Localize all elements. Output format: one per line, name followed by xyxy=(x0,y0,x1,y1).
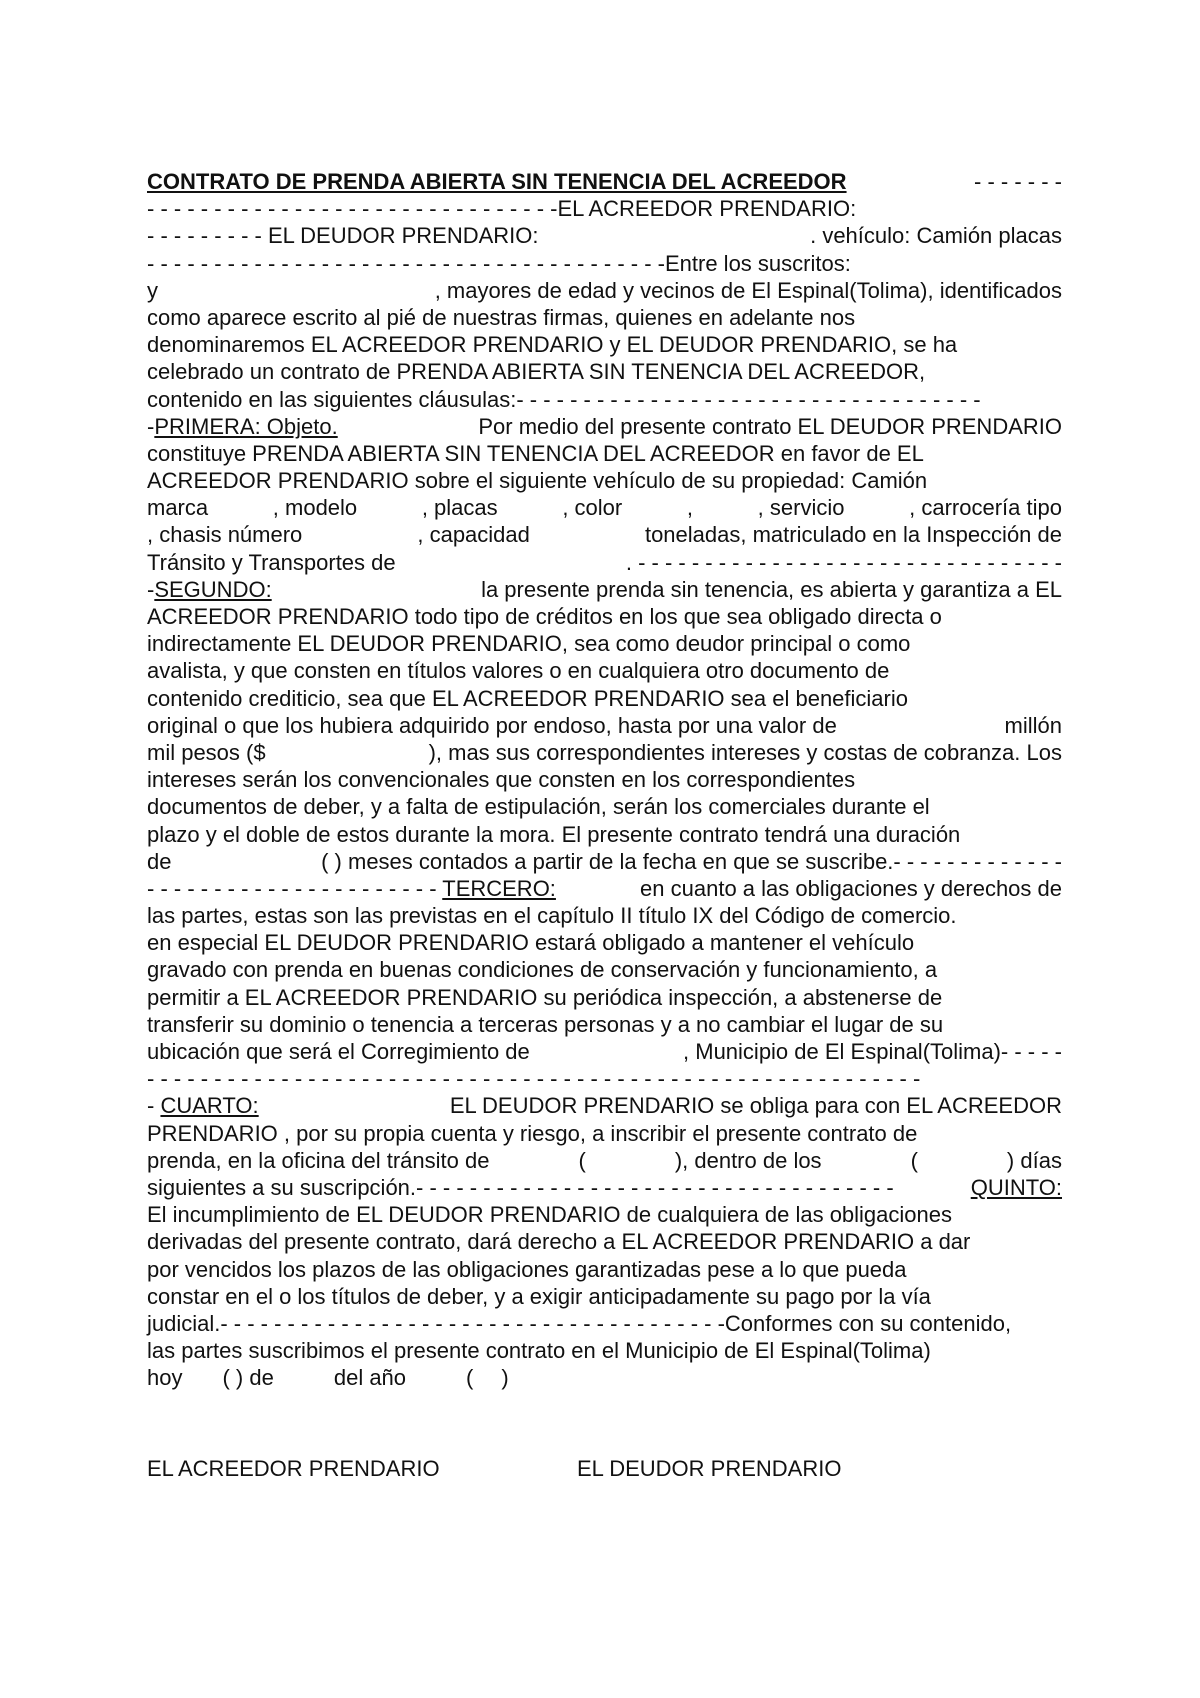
text-line xyxy=(147,685,1062,712)
text-line xyxy=(147,331,1062,358)
text-line xyxy=(147,956,1062,983)
contract-title: CONTRATO DE PRENDA ABIERTA SIN TENENCIA DEL ACREEDOR xyxy=(147,169,847,194)
debtor-signature-label: EL DEUDOR PRENDARIO xyxy=(577,1456,842,1481)
clause-heading: TERCERO: xyxy=(442,875,556,901)
text-segment: , modelo xyxy=(272,495,358,521)
text-segment: toneladas, matriculado en la Inspección de xyxy=(644,522,1062,548)
text-segment: mil pesos ($ xyxy=(147,739,266,765)
text-line xyxy=(147,793,1062,820)
text-segment: contenido en las siguientes cláusulas:- - - - - - - - - - - - - - - - - - - - - - - - - - - - - - - - - - - xyxy=(147,386,981,412)
text-segment: - xyxy=(147,1093,161,1119)
text-segment: la presente prenda sin tenencia, es abierta y garantiza a EL xyxy=(481,576,1062,602)
text-segment: . vehículo: Camión placas xyxy=(810,223,1062,249)
text-segment: millón xyxy=(1004,712,1062,738)
text-line xyxy=(147,1174,1062,1201)
text-segment: avalista, y que consten en títulos valores o en cualquiera otro documento de xyxy=(147,658,890,684)
text-segment: - xyxy=(147,413,155,439)
text-segment: , Municipio de El Espinal(Tolima)- - - - - xyxy=(683,1039,1062,1064)
text-segment: ( ) de xyxy=(222,1365,274,1391)
text-segment: constituye PRENDA ABIERTA SIN TENENCIA DEL ACREEDOR en favor de EL xyxy=(147,440,924,466)
clause-heading: SEGUNDO: xyxy=(154,576,272,602)
text-segment: - xyxy=(147,576,155,602)
text-segment: ( xyxy=(910,1147,918,1173)
text-segment: documentos de deber, y a falta de estipulación, serán los comerciales durante el xyxy=(147,794,930,820)
text-segment: en especial EL DEUDOR PRENDARIO estará obligado a mantener el vehículo xyxy=(147,930,915,956)
text-segment: contenido crediticio, sea que EL ACREEDOR PRENDARIO sea el beneficiario xyxy=(147,685,908,711)
text-segment: - - - - - - - - - - - - - - - - - - - - - - - - - - - - - - - - - - - - - - - - - - - - - - - - - - - - - - - - - - xyxy=(147,1066,921,1092)
text-segment: ( ) meses contados a partir de la fecha en que se suscribe.- - - - - - - - - - - - - xyxy=(321,848,1062,874)
text-segment: , capacidad xyxy=(417,522,530,548)
text-segment: transferir su dominio o tenencia a terceras personas y a no cambiar el lugar de su xyxy=(147,1011,944,1037)
text-line xyxy=(147,1065,1062,1092)
text-segment: prenda, en la oficina del tránsito de xyxy=(147,1147,490,1173)
text-segment: gravado con prenda en buenas condiciones de conservación y funcionamiento, a xyxy=(147,957,938,983)
text-segment: indirectamente EL DEUDOR PRENDARIO, sea como deudor principal o como xyxy=(147,631,911,657)
text-line xyxy=(147,1283,1062,1310)
clause-heading: CUARTO: xyxy=(160,1093,259,1119)
text-line xyxy=(147,603,1062,630)
text-line xyxy=(147,739,1062,766)
text-line xyxy=(147,848,1062,875)
text-segment: , placas xyxy=(421,495,498,521)
text-segment: - - - - - - - - - - - - - - - - - - - - - - - - - - - - - - - - - - - - - - -Entre los suscritos: xyxy=(147,250,851,276)
text-line xyxy=(147,1147,1062,1174)
text-line xyxy=(147,712,1062,739)
title-line xyxy=(147,168,1062,195)
text-line xyxy=(147,821,1062,848)
text-segment: ( xyxy=(466,1365,474,1391)
text-segment: , xyxy=(686,495,694,521)
text-line xyxy=(147,1092,1062,1119)
text-line xyxy=(147,576,1062,603)
text-segment: del año xyxy=(333,1365,407,1391)
text-segment: de xyxy=(147,848,172,874)
text-segment: . - - - - - - - - - - - - - - - - - - - - - - - - - - - - - - - - xyxy=(625,549,1062,575)
text-segment: PRENDARIO , por su propia cuenta y riesgo, a inscribir el presente contrato de xyxy=(147,1120,918,1146)
text-line xyxy=(147,277,1062,304)
text-line xyxy=(147,1337,1062,1364)
text-segment: - - - - - - - - - EL DEUDOR PRENDARIO: xyxy=(147,223,539,249)
text-line xyxy=(147,984,1062,1011)
text-line xyxy=(147,1038,1062,1065)
text-line xyxy=(147,1256,1062,1283)
text-line xyxy=(147,1310,1062,1337)
text-segment: y xyxy=(147,277,158,303)
clause-segundo xyxy=(147,576,272,603)
text-line xyxy=(147,875,1062,902)
text-segment: ( xyxy=(578,1147,586,1173)
text-line xyxy=(147,1120,1062,1147)
text-segment: , carrocería tipo xyxy=(909,495,1062,521)
text-line xyxy=(147,902,1062,929)
text-line xyxy=(147,386,1062,413)
text-line xyxy=(147,1364,1062,1391)
text-segment: judicial.- - - - - - - - - - - - - - - - - - - - - - - - - - - - - - - - - - - - - -Conformes con su contenido, xyxy=(147,1310,1012,1336)
text-line xyxy=(147,440,1062,467)
contract-body xyxy=(147,168,1062,1391)
text-segment: ACREEDOR PRENDARIO sobre el siguiente vehículo de su propiedad: Camión xyxy=(147,468,928,494)
text-segment: ) días xyxy=(1006,1147,1062,1173)
text-line xyxy=(147,929,1062,956)
text-segment: permitir a EL ACREEDOR PRENDARIO su periódica inspección, a abstenerse de xyxy=(147,984,943,1010)
text-segment: , servicio xyxy=(757,495,845,521)
creditor-signature-label: EL ACREEDOR PRENDARIO xyxy=(147,1456,440,1481)
text-segment: las partes suscribimos el presente contrato en el Municipio de El Espinal(Tolima) xyxy=(147,1338,931,1364)
text-segment: - - - - - - - xyxy=(974,169,1062,194)
clause-cuarto xyxy=(147,1092,259,1119)
text-segment: celebrado un contrato de PRENDA ABIERTA SIN TENENCIA DEL ACREEDOR, xyxy=(147,359,926,385)
text-line xyxy=(147,1011,1062,1038)
text-segment: Por medio del presente contrato EL DEUDOR PRENDARIO xyxy=(478,413,1062,439)
text-segment: , color xyxy=(562,495,623,521)
text-segment: ubicación que será el Corregimiento de xyxy=(147,1039,530,1064)
text-segment: marca xyxy=(147,495,209,521)
text-segment: intereses serán los convencionales que consten en los correspondientes xyxy=(147,767,856,793)
text-segment: en cuanto a las obligaciones y derechos de xyxy=(640,875,1062,901)
text-segment: las partes, estas son las previstas en el capítulo II título IX del Código de comercio. xyxy=(147,903,957,929)
text-segment: ) xyxy=(501,1365,509,1391)
text-segment: ), dentro de los xyxy=(674,1147,822,1173)
text-line xyxy=(147,521,1062,548)
clause-heading: QUINTO: xyxy=(970,1174,1062,1200)
text-line xyxy=(147,549,1062,576)
text-segment: original o que los hubiera adquirido por endoso, hasta por una valor de xyxy=(147,712,837,738)
text-line xyxy=(147,358,1062,385)
text-segment: siguientes a su suscripción.- - - - - - - - - - - - - - - - - - - - - - - - - - - - - - - - - - - - xyxy=(147,1174,894,1200)
text-segment: denominaremos EL ACREEDOR PRENDARIO y EL DEUDOR PRENDARIO, se ha xyxy=(147,332,958,358)
text-line xyxy=(147,222,1062,249)
text-line xyxy=(147,195,1062,222)
text-segment: , mayores de edad y vecinos de El Espinal(Tolima), identificados xyxy=(434,277,1062,303)
text-segment: EL DEUDOR PRENDARIO se obliga para con EL ACREEDOR xyxy=(449,1093,1062,1119)
clause-primera xyxy=(147,413,338,440)
text-line xyxy=(147,467,1062,494)
text-line xyxy=(147,1228,1062,1255)
text-segment: , chasis número xyxy=(147,522,303,548)
text-segment: El incumplimiento de EL DEUDOR PRENDARIO de cualquiera de las obligaciones xyxy=(147,1202,952,1228)
clause-tercero xyxy=(147,875,556,902)
text-line xyxy=(147,494,1062,521)
clause-heading: PRIMERA: Objeto. xyxy=(154,413,338,439)
text-segment: ), mas sus correspondientes intereses y costas de cobranza. Los xyxy=(428,739,1062,765)
text-line xyxy=(147,304,1062,331)
text-line xyxy=(147,657,1062,684)
text-line xyxy=(147,1201,1062,1228)
text-segment: por vencidos los plazos de las obligaciones garantizadas pese a lo que pueda xyxy=(147,1256,907,1282)
text-segment: plazo y el doble de estos durante la mora. El presente contrato tendrá una duración xyxy=(147,821,961,847)
text-line xyxy=(147,250,1062,277)
text-segment: - - - - - - - - - - - - - - - - - - - - - - - - - - - - - - -EL ACREEDOR PRENDARIO: xyxy=(147,196,857,222)
text-segment: derivadas del presente contrato, dará derecho a EL ACREEDOR PRENDARIO a dar xyxy=(147,1229,971,1255)
text-segment: como aparece escrito al pié de nuestras firmas, quienes en adelante nos xyxy=(147,304,856,330)
text-segment: Tránsito y Transportes de xyxy=(147,549,396,575)
text-line xyxy=(147,413,1062,440)
text-line xyxy=(147,766,1062,793)
text-segment: constar en el o los títulos de deber, y a exigir anticipadamente su pago por la vía xyxy=(147,1283,931,1309)
text-segment: - - - - - - - - - - - - - - - - - - - - - - xyxy=(147,875,443,901)
text-line xyxy=(147,630,1062,657)
text-segment: hoy xyxy=(147,1365,183,1391)
text-segment: ACREEDOR PRENDARIO todo tipo de créditos en los que sea obligado directa o xyxy=(147,604,942,629)
